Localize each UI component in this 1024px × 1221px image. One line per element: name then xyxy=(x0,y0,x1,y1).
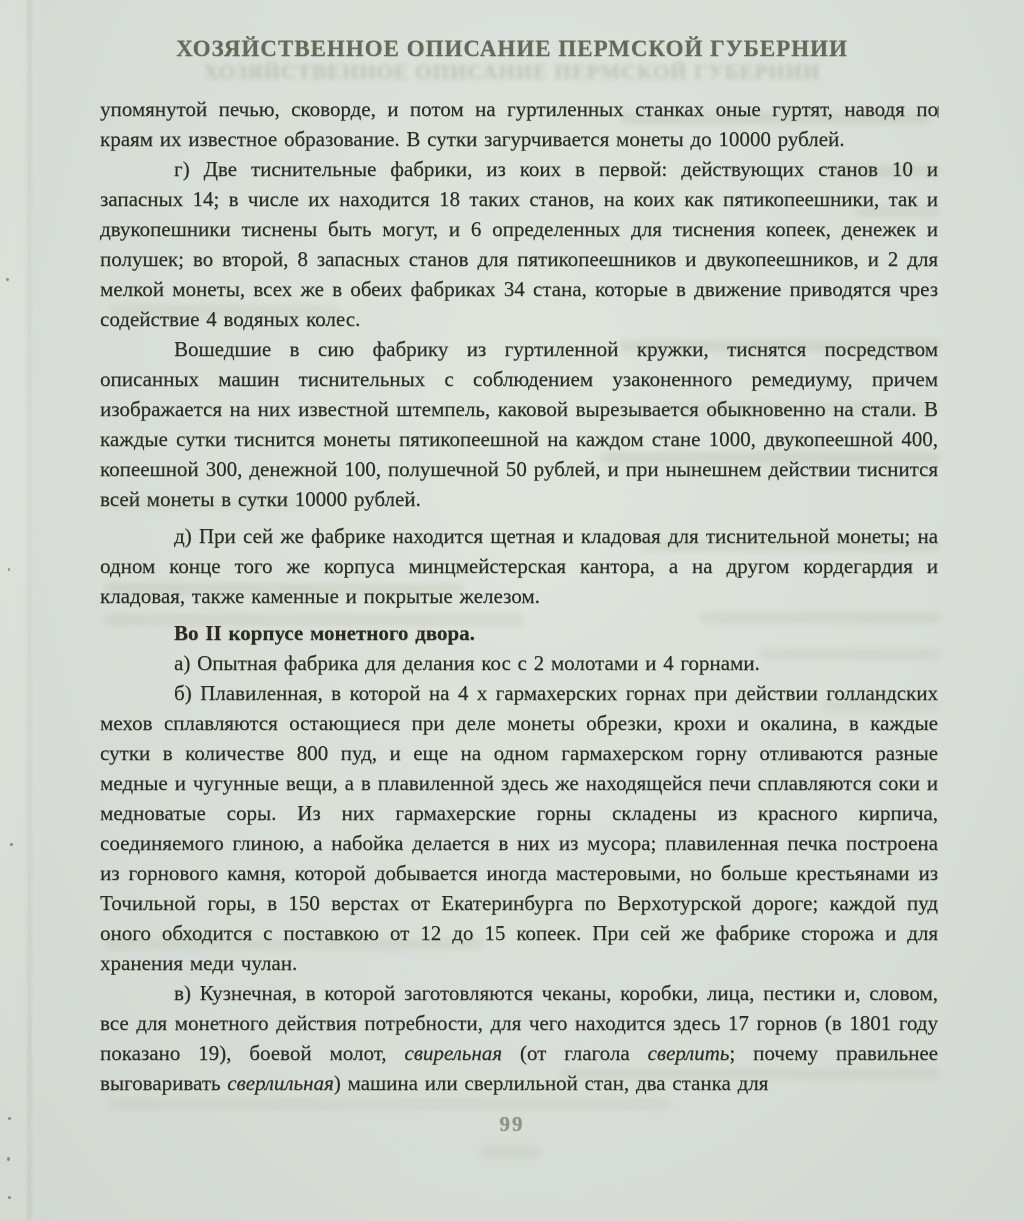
text-run: упомянутой печью, сковорде, и потом на гуртиленных станках оные гуртят, наводя по краям их известное образование. В сутки загурчивается монеты до 10000 рублей. xyxy=(100,97,938,151)
italic-text-run: сверлить xyxy=(647,1041,730,1065)
scan-speck xyxy=(8,1196,11,1199)
text-run: г) Две тиснительные фабрики, из коих в первой: действующих станов 10 и запасных 14; в числе их находится 18 таких станов, на коих как пятикопеешники, так и двукопешники тиснены быть могут, и 6 определенных для тиснения копеек, денежек и полушек; во второй, 8 запасных станов для пятикопеешников и двукопеешников, и 2 для мелкой монеты, всех же в обеих фабриках 34 стана, которые в движение приводятся чрез содействие 4 водяных колес. xyxy=(100,157,938,331)
page-number: 99 xyxy=(499,1112,525,1136)
paragraph-continuation xyxy=(100,94,938,154)
italic-text-run: свирельная xyxy=(404,1041,503,1065)
section-heading xyxy=(100,618,938,648)
text-run: Во II корпусе монетного двора. xyxy=(174,621,475,645)
text-run: а) Опытная фабрика для делания кос с 2 молотами и 4 горнами. xyxy=(174,651,760,675)
bleed-through-mark xyxy=(110,1098,670,1110)
text-run: Вошедшие в сию фабрику из гуртиленной кружки, тиснятся посредством описанных машин тиснительных с соблюдением узаконенного ремедиуму, причем изображается на них известной штемпель, каковой вырезывается обыкновенно на стали. В каждые сутки тиснится монеты пятикопеешной на каждом стане 1000, двукопеешной 400, копеешной 300, денежной 100, полушечной 50 рублей, и при нынешнем действии тиснится всей монеты в сутки 10000 рублей. xyxy=(100,337,938,511)
page-edge-shadow xyxy=(28,0,31,1221)
paragraph-item-d xyxy=(100,521,938,611)
paragraph-item-a xyxy=(100,648,938,678)
text-run: б) Плавиленная, в которой на 4 х гармахерских горнах при действии голландских мехов сплавляются остающиеся при деле монеты обрезки, крохи и окалина, в каждые сутки в количестве 800 пуд, и еще на одном гармахерском горну отливаются разные медные и чугунные вещи, а в плавиленной здесь же находящейся печи сплавляются соки и медноватые соры. Из них гармахерские горны складены из красного кирпича, соединяемого глиною, а набойка делается в них из мусора; плавиленная печка построена из горнового камня, которой добывается иногда мастеровыми, но больше крестьянами из Точильной горы, в 150 верстах от Екатеринбурга по Верхотурской дороге; каждой пуд оного обходится с поставкою от 12 до 15 копеек. При сей же фабрике сторожа и для хранения меди чулан. xyxy=(100,681,938,975)
paragraph-voshedshie xyxy=(100,334,938,514)
bleed-through-mark xyxy=(480,1146,540,1158)
scan-speck xyxy=(8,568,10,571)
bleed-through-header: ХОЗЯЙСТВЕННОЕ ОПИСАНИЕ ПЕРМСКОЙ ГУБЕРНИИ xyxy=(203,60,821,84)
text-run: д) При сей же фабрике находится щетная и кладовая для тиснительной монеты; на одном конце того же корпуса минцмейстерская кантора, а на другом кордегардия и кладовая, также каменные и покрытые железом. xyxy=(100,524,938,608)
text-run: ; почему правильнее выговаривать xyxy=(100,1041,938,1095)
scan-speck xyxy=(6,278,9,281)
text-run: в) Кузнечная, в которой заготовляются чеканы, коробки, лица, пестики и, словом, все для монетного действия потребности, для чего находится здесь 17 горнов (в 1801 году показано 19), боевой молот, xyxy=(100,981,938,1065)
text-run: (от глагола xyxy=(502,1041,648,1065)
running-header: ХОЗЯЙСТВЕННОЕ ОПИСАНИЕ ПЕРМСКОЙ ГУБЕРНИИ xyxy=(176,36,848,61)
paragraph-item-g xyxy=(100,154,938,334)
italic-text-run: сверлильная xyxy=(227,1071,334,1095)
text-run: ) машина или сверлильной стан, два станка для xyxy=(333,1071,769,1095)
scan-speck xyxy=(7,1157,10,1161)
text-block xyxy=(100,94,938,1098)
scan-speck xyxy=(10,843,13,846)
paragraph-item-b xyxy=(100,678,938,978)
paragraph-item-v xyxy=(100,978,938,1098)
